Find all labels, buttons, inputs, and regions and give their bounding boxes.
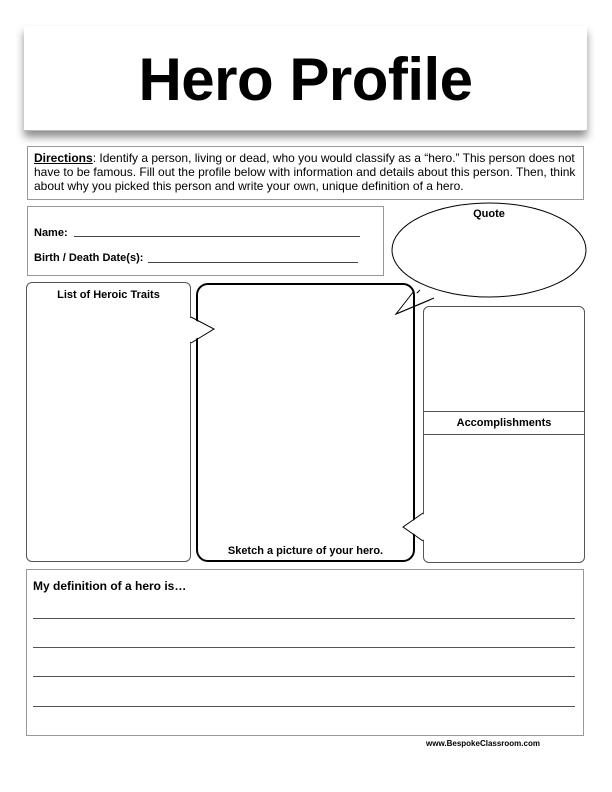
- sketch-caption: Sketch a picture of your hero.: [227, 545, 384, 557]
- dates-label: Birth / Death Date(s):: [34, 252, 144, 264]
- footer-url[interactable]: www.BespokeClassroom.com: [426, 739, 540, 748]
- definition-line-1[interactable]: [33, 618, 575, 619]
- definition-line-4[interactable]: [33, 706, 575, 707]
- definition-line-2[interactable]: [33, 647, 575, 648]
- quote-title: Quote: [473, 208, 505, 220]
- definition-title: My definition of a hero is…: [33, 579, 187, 593]
- accomplishments-pointer: [403, 513, 424, 541]
- accomplishments-title: Accomplishments: [456, 417, 552, 429]
- directions-text: : Identify a person, living or dead, who you would classify as a “hero.” This person does not have to be famous. Fill out the profile below with information and details about this person. Then, think about why you picked this person and write your own, unique definition of a hero.: [34, 151, 576, 193]
- name-label: Name:: [34, 227, 68, 239]
- quote-area[interactable]: [400, 222, 578, 282]
- page-title: Hero Profile: [138, 46, 473, 113]
- traits-pointer: [190, 317, 214, 343]
- definition-box: [26, 569, 584, 736]
- directions-label: Directions: [34, 151, 93, 165]
- definition-line-3[interactable]: [33, 676, 575, 677]
- heroic-traits-title: List of Heroic Traits: [57, 289, 160, 301]
